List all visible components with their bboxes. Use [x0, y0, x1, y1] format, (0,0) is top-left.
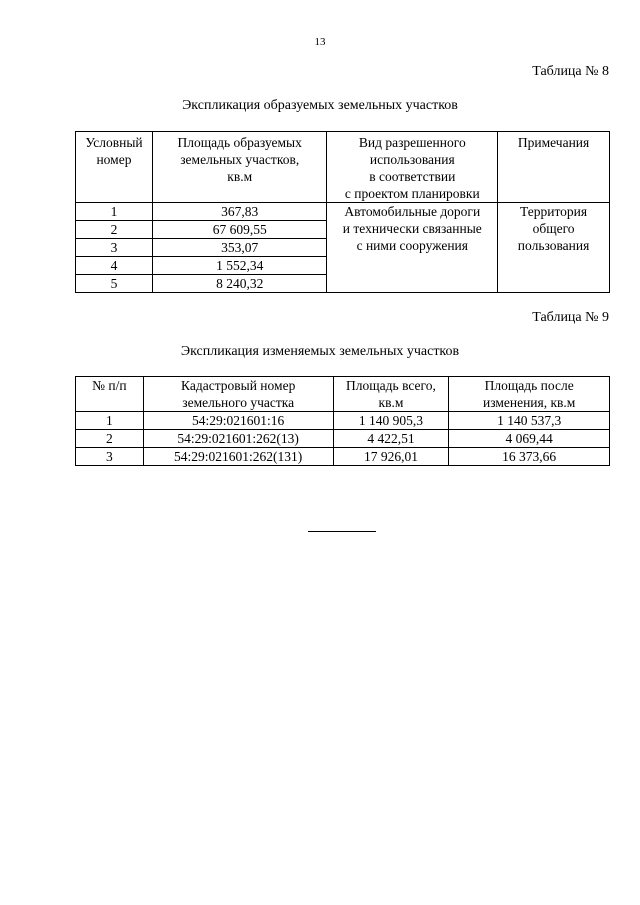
table9-row3-cadastral: 54:29:021601:262(131) [143, 448, 333, 466]
table8-row3-number: 3 [76, 239, 153, 257]
page-number: 13 [314, 36, 326, 48]
table9-row1-cadastral: 54:29:021601:16 [143, 412, 333, 430]
table-row [76, 203, 610, 221]
table8-header-area: Площадь образуемых земельных участков, кв.м [152, 132, 327, 203]
table8-label: Таблица № 8 [532, 64, 609, 79]
table8-row5-area: 8 240,32 [152, 275, 327, 293]
table8-row5-number: 5 [76, 275, 153, 293]
table8-row1-number: 1 [76, 203, 153, 221]
table8-row4-number: 4 [76, 257, 153, 275]
table9-row1-number: 1 [76, 412, 144, 430]
table9-label: Таблица № 9 [532, 310, 609, 325]
table8-row4-area: 1 552,34 [152, 257, 327, 275]
table9-row1-area-after: 1 140 537,3 [449, 412, 610, 430]
table9-header-cadastral: Кадастровый номер земельного участка [143, 377, 333, 412]
table8-title: Экспликация образуемых земельных участков [182, 98, 458, 113]
table-row [76, 448, 610, 466]
table9-row3-number: 3 [76, 448, 144, 466]
table9-row1-area-total: 1 140 905,3 [333, 412, 449, 430]
table9-header-row [76, 377, 610, 412]
table9-title: Экспликация изменяемых земельных участков [180, 344, 460, 359]
table8-header-notes: Примечания [498, 132, 610, 203]
table8-row1-area: 367,83 [152, 203, 327, 221]
table8-row2-number: 2 [76, 221, 153, 239]
table9-header-area-after: Площадь после изменения, кв.м [449, 377, 610, 412]
table-row [76, 430, 610, 448]
table8 [75, 131, 610, 293]
table8-header-use: Вид разрешенного использования в соответствии с проектом планировки [327, 132, 498, 203]
table8-header-number: Условный номер [76, 132, 153, 203]
table9-row2-area-after: 4 069,44 [449, 430, 610, 448]
table9-row3-area-total: 17 926,01 [333, 448, 449, 466]
table9 [75, 376, 610, 466]
table8-header-row [76, 132, 610, 203]
table-row [76, 412, 610, 430]
end-divider [308, 531, 376, 532]
table9-row2-number: 2 [76, 430, 144, 448]
table9-header-number: № п/п [76, 377, 144, 412]
table8-row3-area: 353,07 [152, 239, 327, 257]
table8-use-type: Автомобильные дороги и технически связанные с ними сооружения [327, 203, 498, 293]
table8-notes: Территория общего пользования [498, 203, 610, 293]
table9-header-area-total: Площадь всего, кв.м [333, 377, 449, 412]
table9-row2-cadastral: 54:29:021601:262(13) [143, 430, 333, 448]
table9-row3-area-after: 16 373,66 [449, 448, 610, 466]
table8-row2-area: 67 609,55 [152, 221, 327, 239]
table9-row2-area-total: 4 422,51 [333, 430, 449, 448]
